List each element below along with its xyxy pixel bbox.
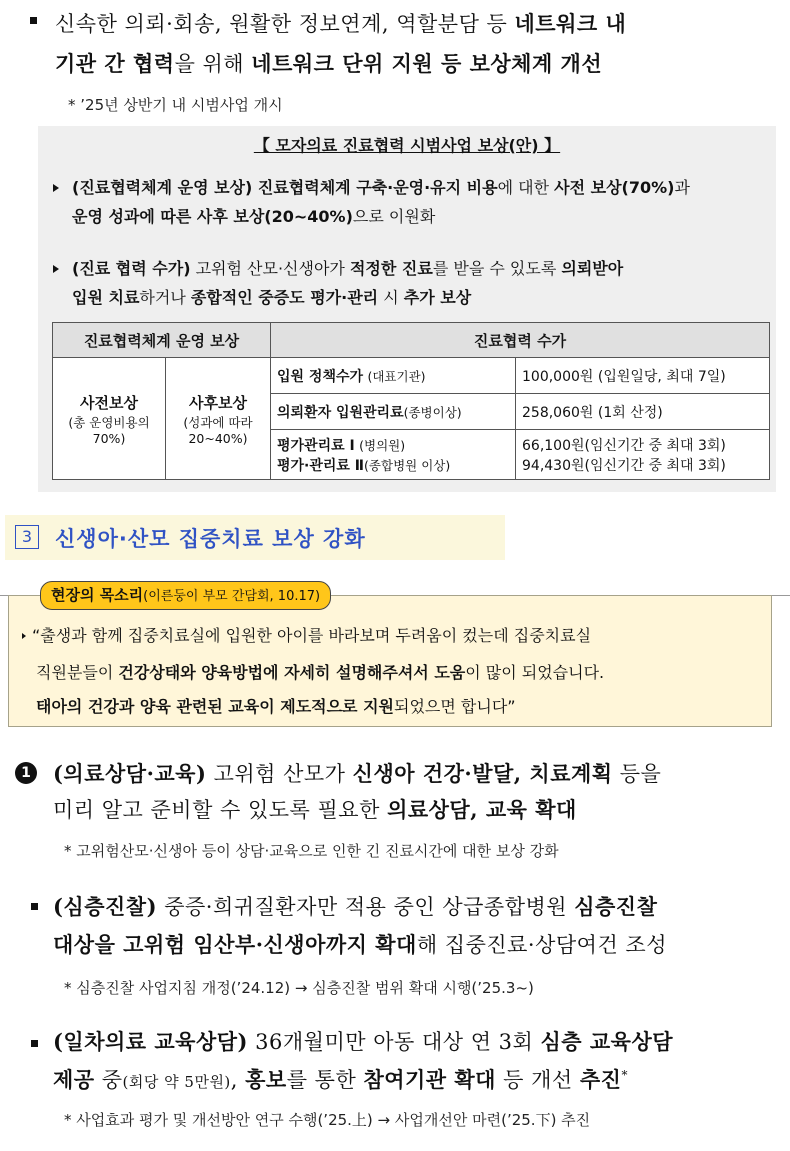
item3-line2: 제공 중(회당 약 5만원), 홍보를 통한 참여기관 확대 등 개선 추진* [53, 1067, 628, 1092]
top-paragraph-line2: 기관 간 협력을 위해 네트워크 단위 지원 등 보상체계 개선 [55, 51, 603, 76]
section-title: 신생아·산모 집중치료 보상 강화 [55, 527, 366, 551]
bullet-square [30, 17, 37, 24]
table-header-fee: 진료협력 수가 [271, 323, 770, 358]
bullet-triangle [53, 265, 59, 273]
post-compensation-cell: 사후보상 (성과에 따라 20~40%) [166, 358, 271, 480]
table-row: 입원 정책수가 (대표기관) [271, 358, 516, 394]
item2-line1: (심층진찰) 중증·희귀질환자만 적용 중인 상급종합병원 심층진찰 [53, 894, 658, 919]
table-cell-value: 258,060원 (1회 산정) [516, 394, 770, 430]
section-3-header [5, 515, 505, 560]
top-note: * ’25년 상반기 내 시범사업 개시 [68, 96, 283, 114]
voice-line2: 직원분들이 건강상태와 양육방법에 자세히 설명해주셔서 도움이 많이 되었습니다. [36, 663, 605, 682]
item1-line2: 미리 알고 준비할 수 있도록 필요한 의료상담, 교육 확대 [53, 797, 577, 822]
table-row: 의뢰환자 입원관리료(종병이상) [271, 394, 516, 430]
table-cell-value: 100,000원 (입원일당, 최대 7일) [516, 358, 770, 394]
table-header-operation: 진료협력체계 운영 보상 [53, 323, 271, 358]
table-cell-value: 66,100원(임신기간 중 최대 3회) 94,430원(임신기간 중 최대 3회) [516, 430, 770, 480]
table-row: 평가관리료 Ⅰ (병의원) 평가·관리료 Ⅱ(종합병원 이상) [271, 430, 516, 480]
box-title: 【 모자의료 진료협력 시범사업 보상(안) 】 [253, 136, 561, 155]
field-voice-label: 현장의 목소리(이른둥이 부모 간담회, 10.17) [40, 581, 331, 610]
item1-note: * 고위험산모·신생아 등이 상담·교육으로 인한 긴 진료시간에 대한 보상 강화 [64, 842, 559, 860]
top-paragraph-line1: 신속한 의뢰·회송, 원활한 정보연계, 역할분담 등 네트워크 내 [55, 11, 627, 36]
item2-note: * 심층진찰 사업지침 개정(’24.12) → 심층진찰 범위 확대 시행(’25.3~) [64, 979, 534, 997]
section-number: 3 [15, 525, 39, 549]
box-bullet2-line2: 입원 치료하거나 종합적인 중증도 평가·관리 시 추가 보상 [72, 288, 472, 307]
pre-compensation-cell: 사전보상 (총 운영비용의 70%) [53, 358, 166, 480]
voice-line3: 태아의 건강과 양육 관련된 교육이 제도적으로 지원되었으면 합니다” [36, 697, 516, 716]
compensation-table [52, 322, 770, 480]
bullet-triangle [53, 184, 59, 192]
voice-line1: “출생과 함께 집중치료실에 입원한 아이를 바라보며 두려움이 컸는데 집중치료실 [32, 626, 592, 645]
item2-line2: 대상을 고위험 임산부·신생아까지 확대해 집중진료·상담여건 조성 [53, 932, 667, 957]
item1-line1: (의료상담·교육) 고위험 산모가 신생아 건강·발달, 치료계획 등을 [53, 761, 662, 786]
bullet-square [31, 903, 38, 910]
bullet-square [31, 1040, 38, 1047]
item3-line1: (일차의료 교육상담) 36개월미만 아동 대상 연 3회 심층 교육상담 [53, 1029, 674, 1054]
item3-note: * 사업효과 평가 및 개선방안 연구 수행(’25.上) → 사업개선안 마련(’25.下) 추진 [64, 1111, 591, 1129]
bullet-triangle [22, 633, 26, 639]
numbered-bullet-1: 1 [15, 762, 37, 784]
box-bullet1-line1: (진료협력체계 운영 보상) 진료협력체계 구축·운영·유지 비용에 대한 사전 보상(70%)과 [72, 178, 690, 197]
box-bullet1-line2: 운영 성과에 따른 사후 보상(20~40%)으로 이원화 [72, 207, 436, 226]
box-bullet2-line1: (진료 협력 수가) 고위험 산모·신생아가 적정한 진료를 받을 수 있도록 의뢰받아 [72, 259, 624, 278]
